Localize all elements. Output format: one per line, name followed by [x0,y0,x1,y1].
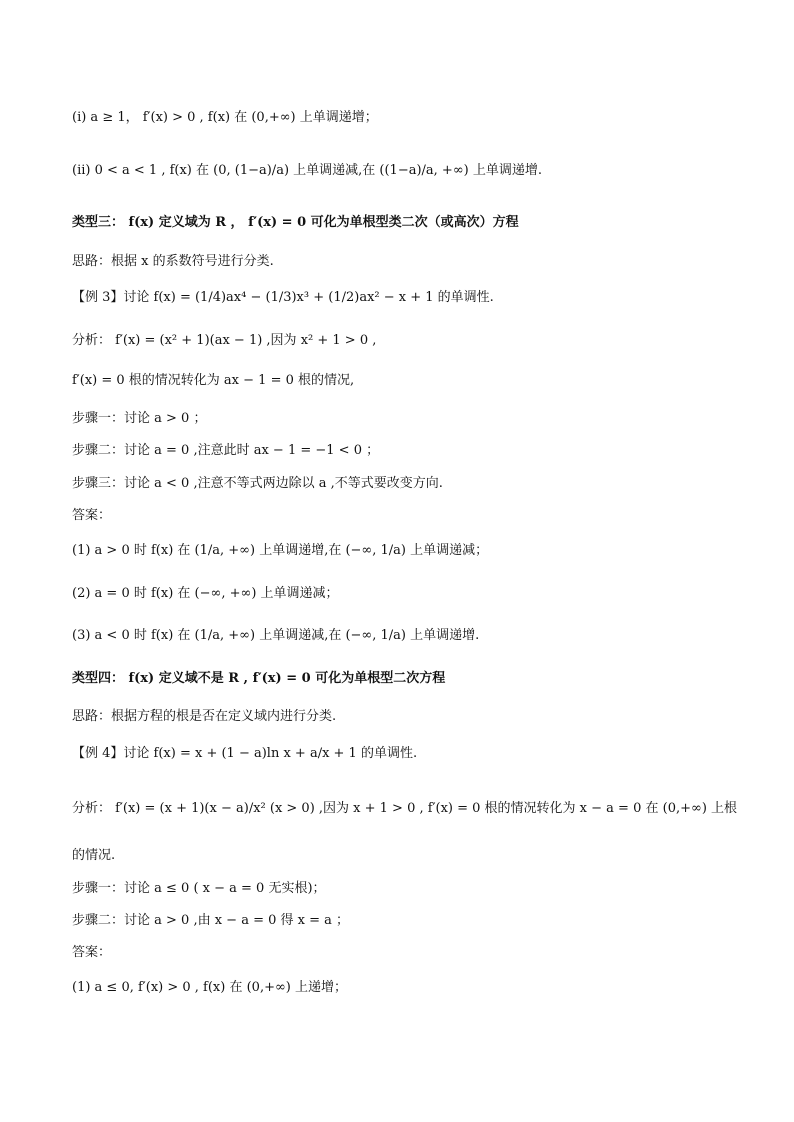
step-two-line-2: 步骤二：讨论 a > 0 ,由 x − a = 0 得 x = a ； [72,913,350,928]
case-ii-line: (ii) 0 < a < 1 , f(x) 在 (0, (1−a)/a) 上单调递减,在 ((1−a)/a, +∞) 上单调递增. [72,163,542,178]
analysis-line: 分析： f′(x) = (x² + 1)(ax − 1) ,因为 x² + 1 > 0 , [72,333,377,348]
answer-1-line-2: (1) a ≤ 0, f′(x) > 0 , f(x) 在 (0,+∞) 上递增； [72,980,348,995]
step-three-line: 步骤三：讨论 a < 0 ,注意不等式两边除以 a ,不等式要改变方向. [72,476,443,491]
example-3-line: 【例 3】讨论 f(x) = (1/4)ax⁴ − (1/3)x³ + (1/2)ax² − x + 1 的单调性. [72,290,494,305]
step-two-line: 步骤二：讨论 a = 0 ,注意此时 ax − 1 = −1 < 0 ； [72,443,380,458]
answer-2-line: (2) a = 0 时 f(x) 在 (−∞, +∞) 上单调递减； [72,586,339,601]
type-three-heading: 类型三： f(x) 定义域为 R ， f′(x) = 0 可化为单根型类二次（或高次）方程 [72,215,519,230]
step-one-line-2: 步骤一：讨论 a ≤ 0 ( x − a = 0 无实根)； [72,881,326,896]
answer-label: 答案： [72,508,112,523]
idea-line-2: 思路：根据方程的根是否在定义域内进行分类. [72,709,337,724]
step-one-line: 步骤一：讨论 a > 0 ； [72,411,207,426]
case-i-line: (i) a ≥ 1， f′(x) > 0 , f(x) 在 (0,+∞) 上单调递增； [72,110,378,125]
analysis-line-2-continued: 的情况. [72,848,116,863]
analysis-line-2: 分析： f′(x) = (x + 1)(x − a)/x² (x > 0) ,因为 x + 1 > 0 , f′(x) = 0 根的情况转化为 x − a = 0 在 (0,+∞) 上根 [72,801,738,816]
answer-label-2: 答案： [72,945,112,960]
answer-3-line: (3) a < 0 时 f(x) 在 (1/a, +∞) 上单调递减,在 (−∞, 1/a) 上单调递增. [72,628,480,643]
analysis-continued-line: f′(x) = 0 根的情况转化为 ax − 1 = 0 根的情况, [72,373,355,388]
answer-1-line: (1) a > 0 时 f(x) 在 (1/a, +∞) 上单调递增,在 (−∞, 1/a) 上单调递减； [72,543,489,558]
idea-line: 思路：根据 x 的系数符号进行分类. [72,254,274,269]
example-4-line: 【例 4】讨论 f(x) = x + (1 − a)ln x + a/x + 1 的单调性. [72,746,418,761]
type-four-heading: 类型四： f(x) 定义域不是 R , f′(x) = 0 可化为单根型二次方程 [72,671,446,686]
